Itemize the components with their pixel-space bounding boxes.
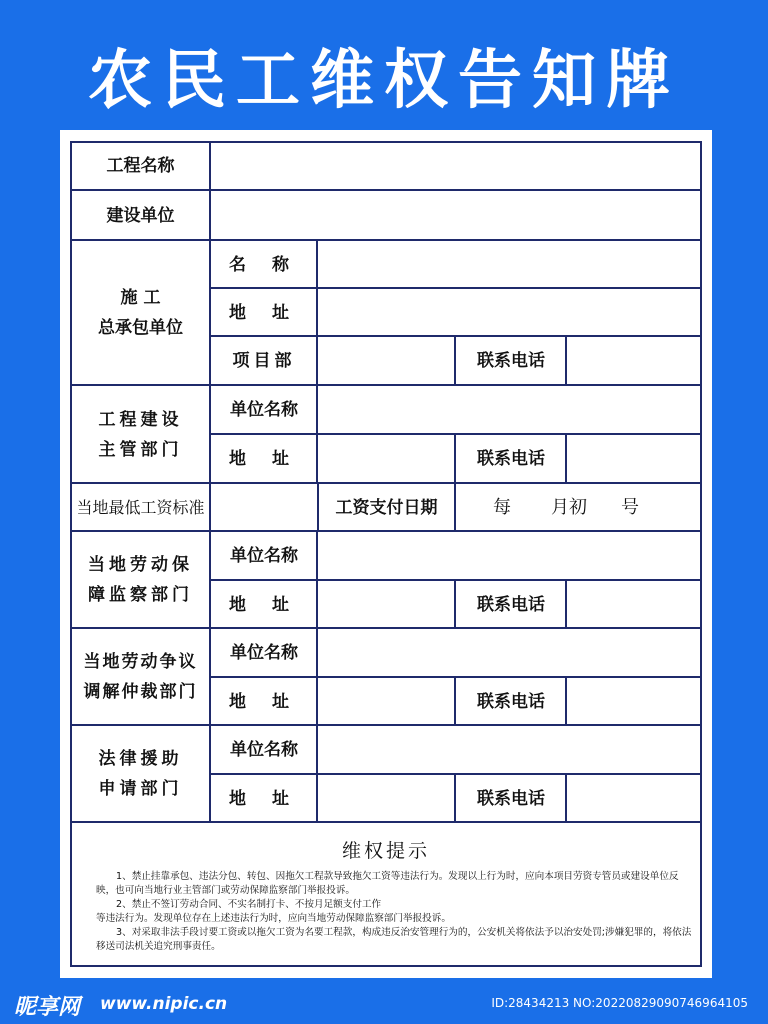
legal-aid-label-line1: 法律援助 — [98, 749, 183, 769]
arbitration-label-line1: 当地劳动争议 — [83, 652, 198, 672]
authority-address-label: 地 址 — [229, 449, 299, 469]
pay-date-value — [457, 485, 702, 530]
labor-supervision-address-label: 地 址 — [229, 595, 299, 615]
labor-supervision-label — [72, 533, 209, 627]
legal-aid-label-line2: 申请部门 — [98, 779, 183, 799]
legal-aid-phone-label: 联系电话 — [477, 789, 545, 809]
legal-aid-address-label: 地 址 — [229, 789, 299, 809]
construction-unit-label: 建设单位 — [106, 206, 175, 226]
labor-supervision-unit-label: 单位名称 — [230, 546, 298, 566]
authority-label-line1: 工程建设 — [98, 409, 183, 430]
arbitration-label-line2: 调解仲裁部门 — [83, 682, 198, 702]
arbitration-address-label: 地 址 — [229, 692, 299, 712]
authority-label-line2: 主管部门 — [98, 439, 183, 460]
notice-paragraph-2b: 等违法行为。发现单位存在上述违法行为时，应向当地劳动保障监察部门举报投诉。 — [96, 913, 451, 924]
authority-phone-label: 联系电话 — [477, 449, 545, 469]
contractor-label-line2: 总承包单位 — [98, 318, 183, 338]
contractor-label — [72, 242, 209, 384]
labor-supervision-label-line1: 当地劳动保 — [88, 555, 193, 575]
pay-date-each: 每 — [493, 496, 511, 518]
authority-unit-label: 单位名称 — [230, 400, 298, 420]
watermark-id: ID:28434213 NO:20220829090746964105 — [491, 996, 748, 1010]
arbitration-unit-label: 单位名称 — [230, 643, 298, 663]
min-wage-label: 当地最低工资标准 — [76, 497, 205, 517]
legal-aid-unit-label: 单位名称 — [230, 740, 298, 760]
notice-body — [96, 870, 692, 954]
notice-title: 维权提示 — [341, 840, 430, 862]
notice-paragraph-3: 3、对采取非法手段讨要工资或以拖欠工资为名要工程款，构成违反治安管理行为的，公安机关将依法予以治安处罚;涉嫌犯罪的，将依法移送司法机关追究刑事责任。 — [96, 927, 692, 952]
watermark-logo: 昵享网 — [14, 995, 81, 1020]
contractor-phone-label: 联系电话 — [477, 351, 545, 371]
watermark-url: www.nipic.cn — [100, 994, 228, 1014]
contractor-dept-label: 项目部 — [232, 351, 296, 371]
contractor-address-label: 地 址 — [229, 303, 299, 323]
page-title: 农民工维权告知牌 — [88, 44, 680, 118]
labor-supervision-label-line2: 障监察部门 — [88, 585, 193, 605]
contractor-name-label: 名 称 — [229, 255, 299, 275]
pay-date-month: 月初 — [551, 496, 587, 518]
authority-label — [72, 387, 209, 482]
legal-aid-label — [72, 727, 209, 821]
arbitration-label — [72, 630, 209, 724]
labor-supervision-phone-label: 联系电话 — [477, 595, 545, 615]
pay-date-day: 号 — [621, 496, 639, 518]
contractor-label-line1: 施 工 — [120, 288, 161, 308]
pay-date-label: 工资支付日期 — [335, 497, 438, 518]
notice-paragraph-1: 1、禁止挂靠承包、违法分包、转包、因拖欠工程款导致拖欠工资等违法行为。发现以上行为时，应向本项目劳资专管员或建设单位反映，也可向当地行业主管部门或劳动保障监察部门举报投诉。 — [96, 871, 679, 896]
arbitration-phone-label: 联系电话 — [477, 692, 545, 712]
project-name-label: 工程名称 — [106, 156, 175, 176]
notice-paragraph-2a: 2、禁止不签订劳动合同、不实名制打卡、不按月足额支付工作 — [116, 899, 382, 910]
